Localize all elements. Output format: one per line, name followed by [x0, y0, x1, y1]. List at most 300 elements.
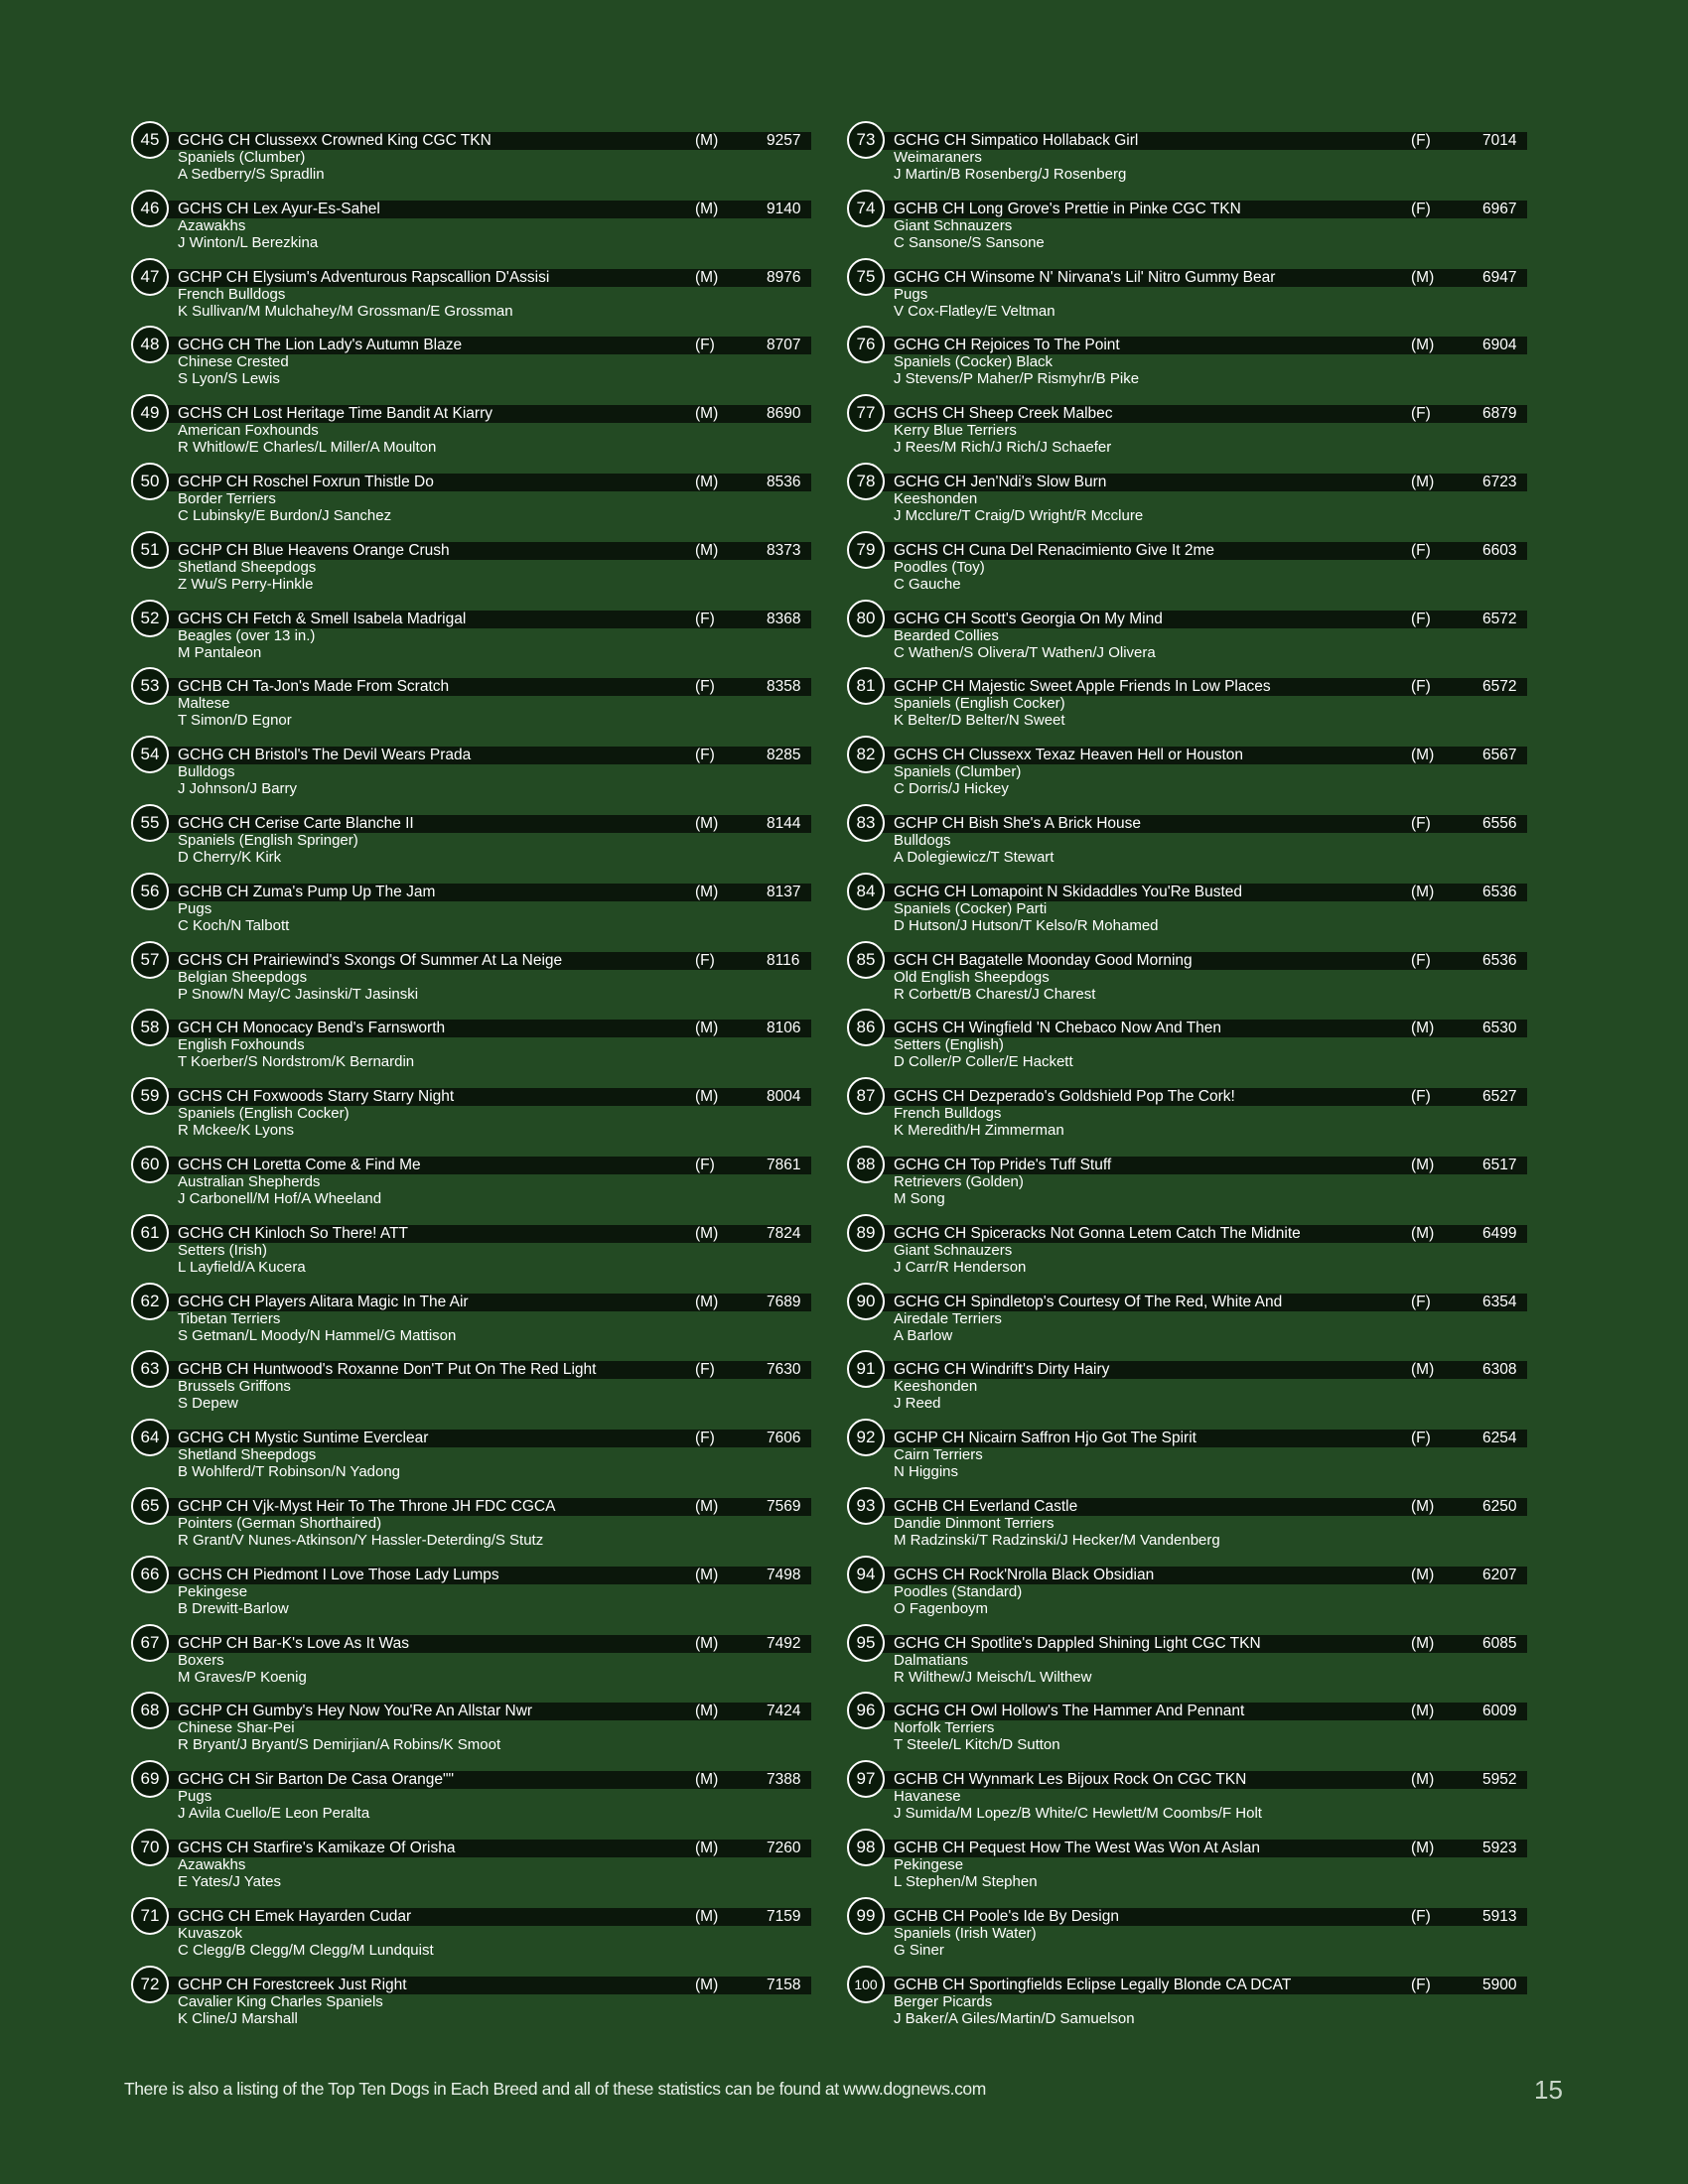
dog-points: 8976: [767, 268, 801, 286]
dog-name: GCHP CH Bar-K's Love As It Was: [178, 1634, 409, 1652]
dog-name: GCHG CH Rejoices To The Point: [894, 337, 1120, 354]
dog-owners: O Fagenboym: [894, 1599, 989, 1617]
dog-owners: T Steele/L Kitch/D Sutton: [894, 1736, 1060, 1754]
dog-points: 8285: [767, 747, 801, 764]
rank-badge: 87: [847, 1077, 885, 1115]
ranking-entry: [131, 1760, 826, 1829]
dog-name: GCHS CH Dezperado's Goldshield Pop The Cork!: [894, 1088, 1235, 1106]
dog-breed: Keeshonden: [894, 1378, 978, 1396]
dog-breed: Boxers: [178, 1651, 224, 1669]
dog-sex: (M): [1411, 1361, 1435, 1379]
ranking-entry: [847, 667, 1542, 736]
dog-name: GCHG CH Spotlite's Dappled Shining Light CGC TKN: [894, 1634, 1261, 1652]
rank-badge: 65: [131, 1487, 169, 1525]
dog-name: GCHP CH Elysium's Adventurous Rapscallion D'Assisi: [178, 268, 550, 286]
dog-points: 5952: [1482, 1771, 1517, 1789]
ranking-entry: [131, 1350, 826, 1419]
dog-owners: N Higgins: [894, 1463, 959, 1481]
ranking-entry: [847, 1077, 1542, 1146]
dog-breed: Shetland Sheepdogs: [178, 1446, 317, 1464]
dog-sex: (M): [695, 1088, 719, 1106]
ranking-entry: [847, 1214, 1542, 1283]
dog-owners: S Depew: [178, 1395, 238, 1413]
dog-points: 8358: [767, 678, 801, 696]
ranking-entry: [847, 804, 1542, 873]
dog-sex: (F): [695, 1430, 715, 1447]
rank-badge: 61: [131, 1214, 169, 1252]
ranking-entry: [131, 1692, 826, 1760]
dog-name: GCHP CH Bish She's A Brick House: [894, 814, 1142, 832]
rank-badge: 85: [847, 941, 885, 979]
dog-points: 6572: [1482, 610, 1517, 627]
dog-breed: Old English Sheepdogs: [894, 968, 1050, 986]
dog-name: GCHP CH Forestcreek Just Right: [178, 1976, 407, 1993]
dog-points: 8004: [767, 1088, 801, 1106]
dog-breed: Pekingese: [894, 1855, 964, 1873]
dog-breed: Belgian Sheepdogs: [178, 968, 308, 986]
ranking-entry: [847, 1350, 1542, 1419]
dog-breed: Bulldogs: [894, 831, 951, 849]
dog-sex: (F): [1411, 610, 1431, 627]
dog-name: GCHB CH Ta-Jon's Made From Scratch: [178, 678, 450, 696]
dog-points: 5900: [1482, 1976, 1517, 1993]
dog-name: GCHP CH Majestic Sweet Apple Friends In Low Places: [894, 678, 1271, 696]
rank-badge: 47: [131, 258, 169, 296]
dog-owners: P Snow/N May/C Jasinski/T Jasinski: [178, 985, 419, 1003]
dog-sex: (F): [695, 747, 715, 764]
dog-points: 6556: [1482, 814, 1517, 832]
dog-name: GCHS CH Foxwoods Starry Starry Night: [178, 1088, 455, 1106]
rank-badge: 88: [847, 1146, 885, 1183]
dog-name: GCH CH Bagatelle Moonday Good Morning: [894, 951, 1193, 969]
ranking-entry: [847, 941, 1542, 1010]
dog-breed: Setters (Irish): [178, 1241, 268, 1259]
dog-name: GCHB CH Wynmark Les Bijoux Rock On CGC TKN: [894, 1771, 1247, 1789]
rank-badge: 95: [847, 1624, 885, 1662]
rank-badge: 75: [847, 258, 885, 296]
ranking-entry: [131, 1146, 826, 1214]
dog-owners: J Baker/A Giles/Martin/D Samuelson: [894, 2009, 1135, 2027]
dog-breed: Cavalier King Charles Spaniels: [178, 1992, 383, 2010]
dog-points: 6567: [1482, 747, 1517, 764]
rank-badge: 53: [131, 667, 169, 705]
ranking-entry: [131, 1487, 826, 1556]
dog-sex: (M): [695, 268, 719, 286]
dog-breed: Havanese: [894, 1788, 961, 1806]
ranking-entry: [131, 463, 826, 531]
dog-owners: D Cherry/K Kirk: [178, 848, 282, 866]
dog-sex: (M): [695, 1771, 719, 1789]
dog-breed: Azawakhs: [178, 216, 246, 234]
dog-sex: (M): [1411, 473, 1435, 490]
dog-points: 8373: [767, 541, 801, 559]
ranking-entry: [847, 1419, 1542, 1487]
dog-breed: Spaniels (Cocker) Parti: [894, 899, 1048, 917]
rank-badge: 46: [131, 190, 169, 227]
dog-sex: (M): [695, 1224, 719, 1242]
rank-badge: 50: [131, 463, 169, 500]
dog-points: 6517: [1482, 1156, 1517, 1173]
dog-name: GCHG CH Mystic Suntime Everclear: [178, 1430, 429, 1447]
dog-owners: K Belter/D Belter/N Sweet: [894, 712, 1065, 730]
dog-sex: (F): [1411, 405, 1431, 423]
dog-breed: Chinese Shar-Pei: [178, 1719, 295, 1737]
dog-owners: S Getman/L Moody/N Hammel/G Mattison: [178, 1326, 457, 1344]
dog-sex: (F): [1411, 541, 1431, 559]
dog-breed: Dalmatians: [894, 1651, 969, 1669]
dog-breed: Pugs: [178, 1788, 212, 1806]
dog-name: GCHS CH Starfire's Kamikaze Of Orisha: [178, 1839, 456, 1856]
dog-owners: K Cline/J Marshall: [178, 2009, 298, 2027]
dog-name: GCHS CH Sheep Creek Malbec: [894, 405, 1113, 423]
dog-points: 7014: [1482, 132, 1517, 149]
rank-badge: 67: [131, 1624, 169, 1662]
dog-owners: C Lubinsky/E Burdon/J Sanchez: [178, 506, 392, 524]
ranking-entry: [847, 121, 1542, 190]
dog-name: GCHG CH Owl Hollow's The Hammer And Pennant: [894, 1703, 1245, 1720]
ranking-entry: [131, 941, 826, 1010]
footer-note: There is also a listing of the Top Ten Dogs in Each Breed and all of these statistics can be found at www.dognews.com: [124, 2079, 986, 2099]
rank-badge: 45: [131, 121, 169, 159]
ranking-entry: [847, 1009, 1542, 1077]
rank-badge: 83: [847, 804, 885, 842]
dog-points: 6308: [1482, 1361, 1517, 1379]
dog-name: GCHG CH Sir Barton De Casa Orange"": [178, 1771, 455, 1789]
ranking-entry: [131, 1283, 826, 1351]
dog-points: 7824: [767, 1224, 801, 1242]
dog-breed: Australian Shepherds: [178, 1172, 321, 1190]
dog-breed: Maltese: [178, 695, 230, 713]
rank-badge: 49: [131, 394, 169, 432]
rank-badge: 66: [131, 1556, 169, 1593]
rank-badge: 64: [131, 1419, 169, 1456]
rank-badge: 69: [131, 1760, 169, 1798]
dog-owners: E Yates/J Yates: [178, 1872, 281, 1890]
rank-badge: 62: [131, 1283, 169, 1320]
dog-owners: J Mcclure/T Craig/D Wright/R Mcclure: [894, 506, 1144, 524]
dog-owners: M Radzinski/T Radzinski/J Hecker/M Vandenberg: [894, 1531, 1220, 1549]
dog-sex: (M): [695, 883, 719, 900]
dog-sex: (M): [1411, 1497, 1435, 1515]
ranking-entry: [131, 1897, 826, 1966]
dog-name: GCHP CH Roschel Foxrun Thistle Do: [178, 473, 434, 490]
dog-name: GCHP CH Gumby's Hey Now You'Re An Allstar Nwr: [178, 1703, 533, 1720]
ranking-entry: [131, 531, 826, 600]
dog-points: 6967: [1482, 200, 1517, 217]
dog-points: 7159: [767, 1907, 801, 1925]
dog-owners: J Carbonell/M Hof/A Wheeland: [178, 1189, 382, 1207]
dog-name: GCHG CH The Lion Lady's Autumn Blaze: [178, 337, 463, 354]
dog-sex: (M): [695, 405, 719, 423]
rank-badge: 73: [847, 121, 885, 159]
rank-badge: 51: [131, 531, 169, 569]
dog-points: 6904: [1482, 337, 1517, 354]
dog-owners: B Drewitt-Barlow: [178, 1599, 289, 1617]
dog-owners: B Wohlferd/T Robinson/N Yadong: [178, 1463, 401, 1481]
dog-sex: (M): [1411, 268, 1435, 286]
dog-points: 8137: [767, 883, 801, 900]
dog-points: 7606: [767, 1430, 801, 1447]
rank-badge: 63: [131, 1350, 169, 1388]
dog-owners: T Koerber/S Nordstrom/K Bernardin: [178, 1053, 415, 1071]
ranking-entry: [131, 873, 826, 941]
dog-sex: (F): [1411, 1293, 1431, 1310]
dog-points: 8707: [767, 337, 801, 354]
rank-badge: 70: [131, 1829, 169, 1866]
ranking-entry: [131, 326, 826, 394]
dog-owners: R Mckee/K Lyons: [178, 1122, 294, 1140]
rank-badge: 68: [131, 1692, 169, 1729]
dog-owners: C Dorris/J Hickey: [894, 780, 1009, 798]
rank-badge: 71: [131, 1897, 169, 1935]
dog-points: 7260: [767, 1839, 801, 1856]
dog-points: 9257: [767, 132, 801, 149]
dog-name: GCHS CH Loretta Come & Find Me: [178, 1156, 421, 1173]
dog-name: GCHS CH Rock'Nrolla Black Obsidian: [894, 1566, 1155, 1583]
dog-sex: (F): [695, 1156, 715, 1173]
dog-points: 7158: [767, 1976, 801, 1993]
dog-owners: J Johnson/J Barry: [178, 780, 298, 798]
dog-owners: R Corbett/B Charest/J Charest: [894, 985, 1096, 1003]
rank-badge: 55: [131, 804, 169, 842]
dog-points: 6536: [1482, 883, 1517, 900]
dog-name: GCHG CH Jen'Ndi's Slow Burn: [894, 473, 1107, 490]
dog-owners: R Wilthew/J Meisch/L Wilthew: [894, 1668, 1092, 1686]
dog-breed: Pointers (German Shorthaired): [178, 1514, 382, 1532]
dog-sex: (M): [695, 1839, 719, 1856]
dog-breed: French Bulldogs: [178, 285, 286, 303]
dog-sex: (M): [695, 1634, 719, 1652]
ranking-entry: [131, 394, 826, 463]
rank-badge: 93: [847, 1487, 885, 1525]
dog-sex: (F): [695, 1361, 715, 1379]
dog-name: GCHS CH Lost Heritage Time Bandit At Kiarry: [178, 405, 493, 423]
dog-points: 6207: [1482, 1566, 1517, 1583]
dog-breed: Pekingese: [178, 1582, 248, 1600]
ranking-entry: [131, 258, 826, 327]
dog-points: 6354: [1482, 1293, 1517, 1310]
ranking-entry: [847, 1829, 1542, 1897]
dog-sex: (F): [695, 337, 715, 354]
dog-name: GCHG CH Winsome N' Nirvana's Lil' Nitro Gummy Bear: [894, 268, 1276, 286]
ranking-entry: [131, 1077, 826, 1146]
dog-sex: (M): [695, 1020, 719, 1037]
dog-sex: (M): [1411, 747, 1435, 764]
rank-badge: 56: [131, 873, 169, 910]
dog-sex: (F): [695, 610, 715, 627]
ranking-entry: [847, 1283, 1542, 1351]
dog-sex: (M): [695, 1566, 719, 1583]
ranking-entry: [847, 1897, 1542, 1966]
dog-points: 6530: [1482, 1020, 1517, 1037]
dog-points: 6250: [1482, 1497, 1517, 1515]
dog-name: GCHB CH Pequest How The West Was Won At Aslan: [894, 1839, 1260, 1856]
dog-breed: Airedale Terriers: [894, 1309, 1002, 1327]
dog-name: GCHP CH Blue Heavens Orange Crush: [178, 541, 450, 559]
dog-breed: Bulldogs: [178, 763, 235, 781]
rank-badge: 84: [847, 873, 885, 910]
ranking-entry: [131, 1624, 826, 1693]
ranking-entry: [847, 1624, 1542, 1693]
dog-name: GCHS CH Piedmont I Love Those Lady Lumps: [178, 1566, 499, 1583]
dog-breed: Spaniels (Irish Water): [894, 1924, 1037, 1942]
ranking-entry: [847, 1556, 1542, 1624]
ranking-entry: [847, 394, 1542, 463]
dog-sex: (F): [1411, 1088, 1431, 1106]
dog-name: GCHB CH Sportingfields Eclipse Legally Blonde CA DCAT: [894, 1976, 1292, 1993]
dog-owners: L Stephen/M Stephen: [894, 1872, 1038, 1890]
dog-owners: C Sansone/S Sansone: [894, 233, 1045, 251]
rank-badge: 78: [847, 463, 885, 500]
ranking-entry: [847, 600, 1542, 668]
dog-owners: S Lyon/S Lewis: [178, 370, 280, 388]
dog-owners: L Layfield/A Kucera: [178, 1258, 306, 1276]
dog-points: 7689: [767, 1293, 801, 1310]
dog-points: 5913: [1482, 1907, 1517, 1925]
dog-points: 8536: [767, 473, 801, 490]
ranking-entry: [131, 1556, 826, 1624]
dog-sex: (M): [695, 132, 719, 149]
dog-breed: Giant Schnauzers: [894, 216, 1013, 234]
dog-owners: R Whitlow/E Charles/L Miller/A Moulton: [178, 439, 437, 457]
dog-points: 7388: [767, 1771, 801, 1789]
dog-points: 7498: [767, 1566, 801, 1583]
dog-breed: Pugs: [178, 899, 212, 917]
dog-sex: (M): [1411, 1020, 1435, 1037]
dog-points: 6254: [1482, 1430, 1517, 1447]
ranking-entry: [131, 1214, 826, 1283]
dog-owners: J Avila Cuello/E Leon Peralta: [178, 1805, 370, 1823]
ranking-entry: [847, 1692, 1542, 1760]
dog-sex: (M): [1411, 883, 1435, 900]
dog-sex: (M): [1411, 1703, 1435, 1720]
dog-points: 8116: [767, 951, 800, 969]
rank-badge: 79: [847, 531, 885, 569]
rank-badge: 54: [131, 736, 169, 773]
ranking-entry: [847, 463, 1542, 531]
dog-breed: Cairn Terriers: [894, 1446, 983, 1464]
dog-breed: Kerry Blue Terriers: [894, 422, 1017, 440]
rank-badge: 96: [847, 1692, 885, 1729]
dog-breed: French Bulldogs: [894, 1105, 1002, 1123]
dog-sex: (M): [695, 1976, 719, 1993]
dog-sex: (F): [695, 678, 715, 696]
dog-sex: (M): [695, 200, 719, 217]
dog-points: 8368: [767, 610, 801, 627]
rank-badge: 74: [847, 190, 885, 227]
dog-owners: C Gauche: [894, 575, 961, 593]
dog-owners: A Dolegiewicz/T Stewart: [894, 848, 1055, 866]
dog-name: GCHS CH Wingfield 'N Chebaco Now And Then: [894, 1020, 1222, 1037]
dog-breed: Poodles (Standard): [894, 1582, 1023, 1600]
dog-owners: J Carr/R Henderson: [894, 1258, 1027, 1276]
dog-owners: C Koch/N Talbott: [178, 916, 290, 934]
dog-breed: Spaniels (Clumber): [894, 763, 1022, 781]
dog-name: GCHS CH Prairiewind's Sxongs Of Summer At La Neige: [178, 951, 563, 969]
dog-sex: (F): [1411, 814, 1431, 832]
dog-sex: (M): [695, 1293, 719, 1310]
dog-name: GCHG CH Clussexx Crowned King CGC TKN: [178, 132, 492, 149]
dog-name: GCHG CH Emek Hayarden Cudar: [178, 1907, 412, 1925]
dog-owners: G Siner: [894, 1941, 944, 1959]
rank-badge: 58: [131, 1009, 169, 1046]
ranking-entry: [131, 667, 826, 736]
rank-badge: 86: [847, 1009, 885, 1046]
dog-breed: English Foxhounds: [178, 1036, 305, 1054]
rank-badge: 76: [847, 326, 885, 363]
dog-sex: (M): [1411, 337, 1435, 354]
dog-points: 6536: [1482, 951, 1517, 969]
dog-name: GCHG CH Top Pride's Tuff Stuff: [894, 1156, 1112, 1173]
dog-sex: (M): [1411, 1156, 1435, 1173]
dog-points: 8690: [767, 405, 801, 423]
dog-owners: J Rees/M Rich/J Rich/J Schaefer: [894, 439, 1112, 457]
rank-badge: 48: [131, 326, 169, 363]
dog-breed: Brussels Griffons: [178, 1378, 291, 1396]
rank-badge: 99: [847, 1897, 885, 1935]
ranking-entry: [847, 1487, 1542, 1556]
dog-sex: (M): [1411, 1771, 1435, 1789]
dog-name: GCHG CH Simpatico Hollaback Girl: [894, 132, 1139, 149]
dog-owners: J Sumida/M Lopez/B White/C Hewlett/M Coombs/F Holt: [894, 1805, 1262, 1823]
dog-name: GCHG CH Cerise Carte Blanche II: [178, 814, 414, 832]
page-number: 15: [1534, 2075, 1563, 2105]
ranking-entry: [131, 1829, 826, 1897]
dog-sex: (M): [695, 541, 719, 559]
ranking-entry: [847, 190, 1542, 258]
left-column: [131, 121, 826, 2033]
ranking-entry: [847, 1966, 1542, 2034]
rank-badge: 98: [847, 1829, 885, 1866]
dog-name: GCH CH Monocacy Bend's Farnsworth: [178, 1020, 446, 1037]
rank-badge: 57: [131, 941, 169, 979]
dog-owners: J Winton/L Berezkina: [178, 233, 319, 251]
dog-sex: (M): [1411, 1224, 1435, 1242]
rank-badge: 60: [131, 1146, 169, 1183]
dog-name: GCHB CH Huntwood's Roxanne Don'T Put On The Red Light: [178, 1361, 597, 1379]
dog-owners: A Barlow: [894, 1326, 953, 1344]
rank-badge: 91: [847, 1350, 885, 1388]
ranking-entry: [847, 873, 1542, 941]
dog-points: 6009: [1482, 1703, 1517, 1720]
dog-points: 7424: [767, 1703, 801, 1720]
dog-breed: Spaniels (English Cocker): [178, 1105, 350, 1123]
dog-sex: (F): [1411, 200, 1431, 217]
dog-owners: T Simon/D Egnor: [178, 712, 292, 730]
rank-badge: 82: [847, 736, 885, 773]
dog-points: 5923: [1482, 1839, 1517, 1856]
dog-owners: D Coller/P Coller/E Hackett: [894, 1053, 1073, 1071]
ranking-entry: [847, 531, 1542, 600]
dog-owners: A Sedberry/S Spradlin: [178, 166, 325, 183]
ranking-entry: [131, 121, 826, 190]
dog-breed: Dandie Dinmont Terriers: [894, 1514, 1055, 1532]
dog-breed: Spaniels (Cocker) Black: [894, 353, 1054, 371]
dog-breed: Chinese Crested: [178, 353, 289, 371]
dog-breed: Pugs: [894, 285, 928, 303]
dog-sex: (F): [1411, 951, 1431, 969]
dog-name: GCHB CH Poole's Ide By Design: [894, 1907, 1119, 1925]
dog-name: GCHS CH Clussexx Texaz Heaven Hell or Houston: [894, 747, 1244, 764]
dog-points: 6879: [1482, 405, 1517, 423]
dog-breed: Beagles (over 13 in.): [178, 626, 316, 644]
right-column: [847, 121, 1542, 2033]
dog-points: 7630: [767, 1361, 801, 1379]
dog-breed: Azawakhs: [178, 1855, 246, 1873]
dog-points: 7861: [767, 1156, 801, 1173]
dog-sex: (M): [695, 1703, 719, 1720]
dog-sex: (M): [695, 473, 719, 490]
